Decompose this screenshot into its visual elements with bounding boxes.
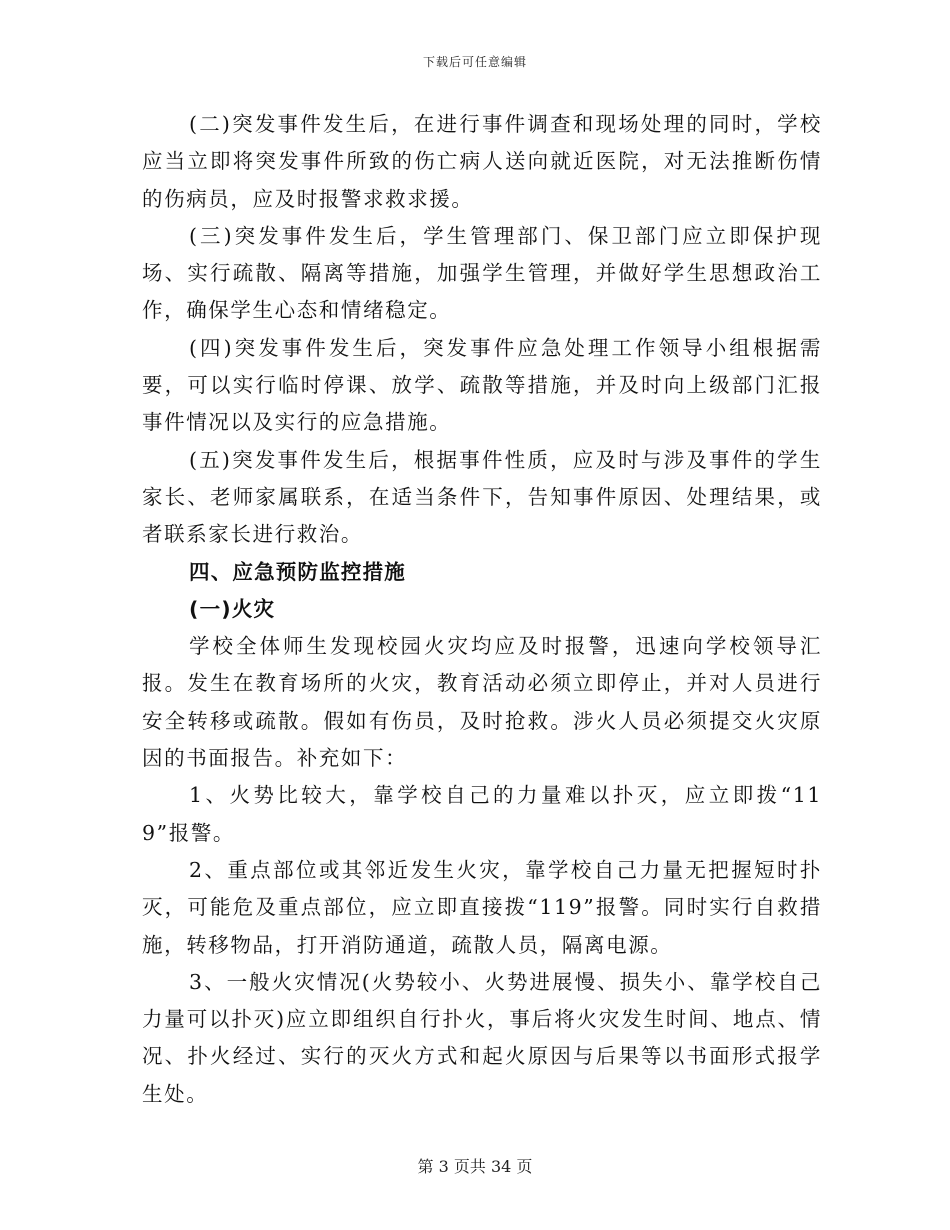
page-body <box>142 106 822 1113</box>
section-heading: 四、应急预防监控措施 <box>189 559 406 584</box>
page-footer: 第 3 页共 34 页 <box>417 1157 533 1176</box>
subsection-heading-fire: (一)火灾 <box>189 596 276 621</box>
paragraph-3: (三)突发事件发生后，学生管理部门、保卫部门应立即保护现场、实行疏散、隔离等措施，加强学生管理，并做好学生思想政治工作，确保学生心态和情绪稳定。 <box>142 223 822 323</box>
paragraph-2: (二)突发事件发生后，在进行事件调查和现场处理的同时，学校应当立即将突发事件所致的伤亡病人送向就近医院，对无法推断伤情的伤病员，应及时报警求救求援。 <box>142 112 822 211</box>
paragraph-fire-intro: 学校全体师生发现校园火灾均应及时报警，迅速向学校领导汇报。发生在教育场所的火灾，教育活动必须立即停止，并对人员进行安全转移或疏散。假如有伤员，及时抢救。涉火人员必须提交火灾原因的书面报告。补充如下： <box>142 634 822 771</box>
list-item-3: 3、一般火灾情况(火势较小、火势进展慢、损失小、靠学校自己力量可以扑灭)应立即组织自行扑火，事后将火灾发生时间、地点、情况、扑火经过、实行的灭火方式和起火原因与后果等以书面形式报学生处。 <box>142 969 822 1106</box>
paragraph-5: (五)突发事件发生后，根据事件性质，应及时与涉及事件的学生家长、老师家属联系，在适当条件下，告知事件原因、处理结果，或者联系家长进行救治。 <box>142 447 822 547</box>
page-header: 下载后可任意编辑 <box>422 55 527 69</box>
paragraph-4: (四)突发事件发生后，突发事件应急处理工作领导小组根据需要，可以实行临时停课、放学、疏散等措施，并及时向上级部门汇报事件情况以及实行的应急措施。 <box>142 335 822 435</box>
list-item-2: 2、重点部位或其邻近发生火灾，靠学校自己力量无把握短时扑灭，可能危及重点部位，应立即直接拨“119”报警。同时实行自救措施，转移物品，打开消防通道，疏散人员，隔离电源。 <box>142 857 822 957</box>
list-item-1: 1、火势比较大，靠学校自己的力量难以扑灭，应立即拨“119”报警。 <box>142 783 822 845</box>
